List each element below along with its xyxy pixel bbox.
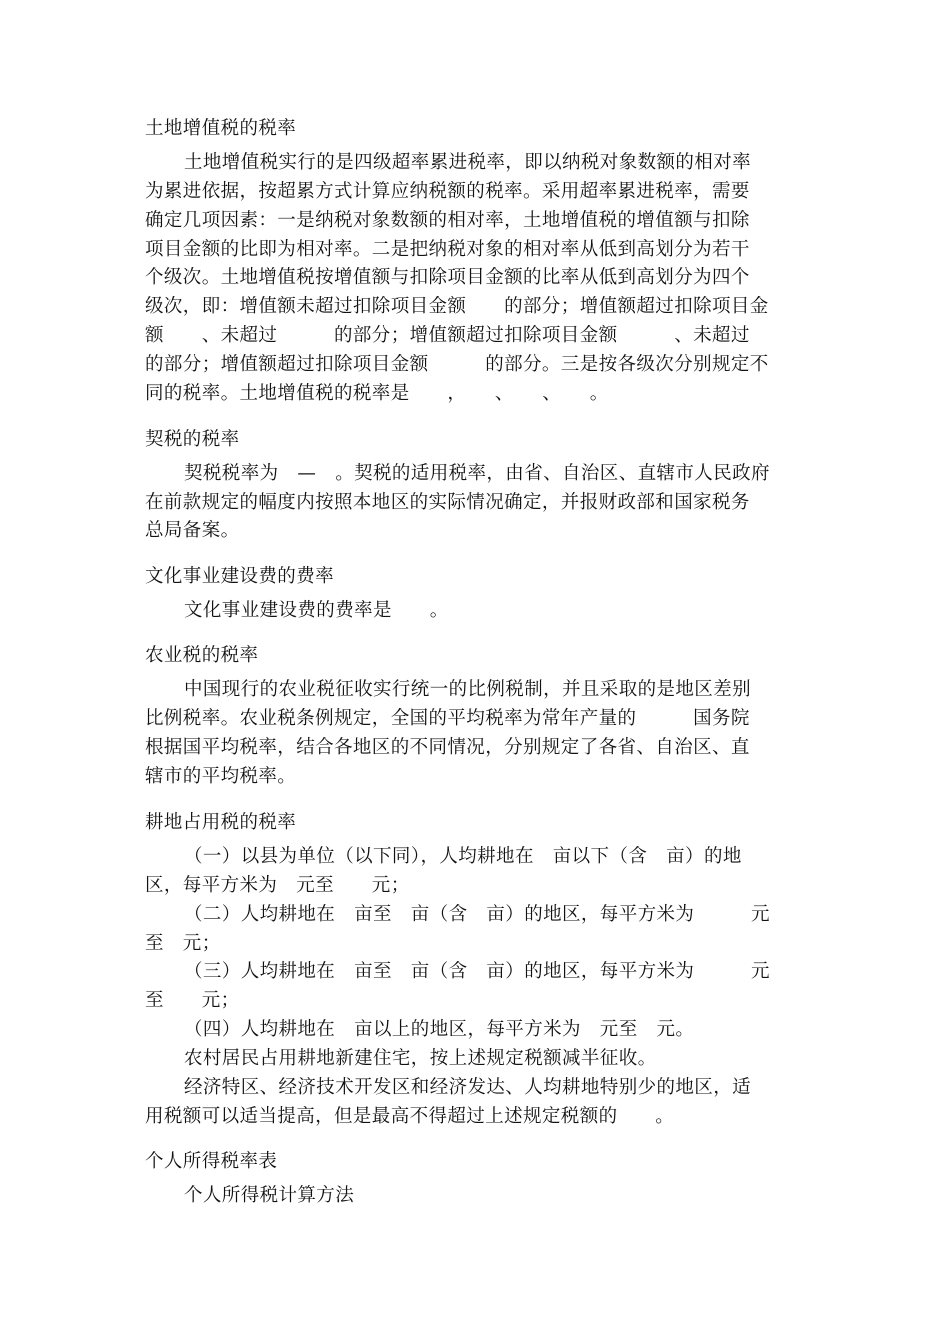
paragraph-line: 同的税率。土地增值税的税率是 ， 、 、 。 — [145, 383, 609, 404]
paragraph-line: 至 元； — [145, 990, 240, 1011]
heading-culture-fee-rate: 文化事业建设费的费率 — [145, 566, 335, 587]
paragraph-line: （四）人均耕地在 亩以上的地区，每平方米为 元至 元。 — [184, 1019, 695, 1040]
paragraph-line: 用税额可以适当提高，但是最高不得超过上述规定税额的 。 — [145, 1106, 675, 1127]
heading-farmland-tax-rate: 耕地占用税的税率 — [145, 812, 297, 833]
paragraph-line: 辖市的平均税率。 — [145, 766, 297, 787]
paragraph-line: 文化事业建设费的费率是 。 — [184, 600, 449, 621]
paragraph-line: 根据国平均税率，结合各地区的不同情况，分别规定了各省、自治区、直 — [145, 737, 750, 758]
heading-deed-tax-rate: 契税的税率 — [145, 429, 240, 450]
heading-land-vat-rate: 土地增值税的税率 — [145, 118, 297, 139]
paragraph-line: 级次，即：增值额未超过扣除项目金额 的部分；增值额超过扣除项目金 — [145, 296, 769, 317]
paragraph-line: 比例税率。农业税条例规定，全国的平均税率为常年产量的 国务院 — [145, 708, 750, 729]
paragraph-line: （一）以县为单位（以下同），人均耕地在 亩以下（含 亩）的地 — [184, 846, 742, 867]
paragraph-line: 中国现行的农业税征收实行统一的比例税制，并且采取的是地区差别 — [184, 679, 752, 700]
paragraph-line: 经济特区、经济技术开发区和经济发达、人均耕地特别少的地区，适 — [184, 1077, 752, 1098]
paragraph-line: 至 元； — [145, 933, 221, 954]
heading-agricultural-tax-rate: 农业税的税率 — [145, 645, 259, 666]
paragraph-line: 的部分；增值额超过扣除项目金额 的部分。三是按各级次分别规定不 — [145, 354, 769, 375]
paragraph-line: 确定几项因素：一是纳税对象数额的相对率，土地增值税的增值额与扣除 — [145, 210, 750, 231]
paragraph-line: 个级次。土地增值税按增值额与扣除项目金额的比率从低到高划分为四个 — [145, 267, 750, 288]
paragraph-line: 项目金额的比即为相对率。二是把纳税对象的相对率从低到高划分为若干 — [145, 239, 750, 260]
paragraph-line: 契税税率为 — 。契税的适用税率，由省、自治区、直辖市人民政府 — [184, 463, 770, 484]
paragraph-line: 为累进依据，按超累方式计算应纳税额的税率。采用超率累进税率，需要 — [145, 181, 750, 202]
paragraph-line: 总局备案。 — [145, 520, 240, 541]
paragraph-line: 区，每平方米为 元至 元； — [145, 875, 410, 896]
paragraph-line: 个人所得税计算方法 — [184, 1185, 355, 1206]
paragraph-line: 农村居民占用耕地新建住宅，按上述规定税额减半征收。 — [184, 1048, 657, 1069]
heading-income-tax-table: 个人所得税率表 — [145, 1151, 278, 1172]
paragraph-line: 土地增值税实行的是四级超率累进税率，即以纳税对象数额的相对率 — [184, 152, 752, 173]
paragraph-line: 额 、未超过 的部分；增值额超过扣除项目金额 、未超过 — [145, 325, 750, 346]
paragraph-line: （二）人均耕地在 亩至 亩（含 亩）的地区，每平方米为 元 — [184, 904, 770, 925]
paragraph-line: 在前款规定的幅度内按照本地区的实际情况确定，并报财政部和国家税务 — [145, 492, 750, 513]
paragraph-line: （三）人均耕地在 亩至 亩（含 亩）的地区，每平方米为 元 — [184, 961, 770, 982]
